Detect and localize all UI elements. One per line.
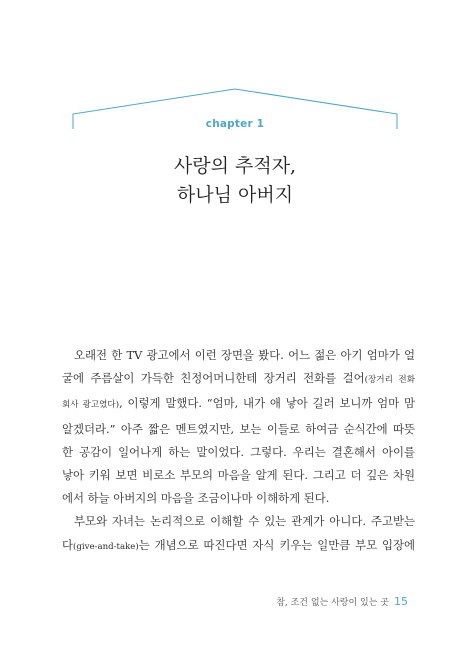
body-line: 회사 광고였다), 이렇게 말했다. “엄마, 내가 애 낳아 길러 보니까 엄마 맘 — [62, 396, 415, 411]
page-footer — [276, 595, 408, 608]
page-number: 15 — [394, 595, 408, 608]
body-text — [62, 344, 415, 559]
body-line: 한 공감이 일어나게 하는 말이었다. 그렇다. 우리는 결혼해서 아이를 — [62, 444, 415, 459]
body-line: 알겠더라.” 아주 짧은 멘트였지만, 보는 이들로 하여금 순식간에 따뜻 — [62, 421, 415, 436]
chapter-title — [0, 152, 470, 210]
chapter-title-line-1: 사랑의 추적자, — [173, 155, 297, 177]
chapter-label: chapter 1 — [205, 118, 265, 130]
chapter-title-line-2: 하나님 아버지 — [176, 184, 294, 206]
body-line: 낳아 키워 보면 비로소 부모의 마음을 알게 된다. 그리고 더 깊은 차원 — [62, 468, 415, 483]
body-line: 부모와 자녀는 논리적으로 이해할 수 있는 관계가 아니다. 주고받는 — [74, 514, 415, 529]
body-line: 다(give-and-take)는 개념으로 따진다면 자식 키우는 일만큼 부모 입장에 — [62, 537, 415, 552]
body-line: 오래전 한 TV 광고에서 이런 장면을 봤다. 어느 젊은 아기 엄마가 얼 — [74, 348, 415, 362]
running-title: 참, 조건 없는 사랑이 있는 곳 — [276, 598, 389, 608]
body-line: 에서 하늘 아버지의 마음을 조금이나마 이해하게 된다. — [62, 491, 330, 506]
body-line: 굴에 주름살이 가득한 친정어머니한테 장거리 전화를 걸어(장거리 전화 — [62, 371, 416, 386]
